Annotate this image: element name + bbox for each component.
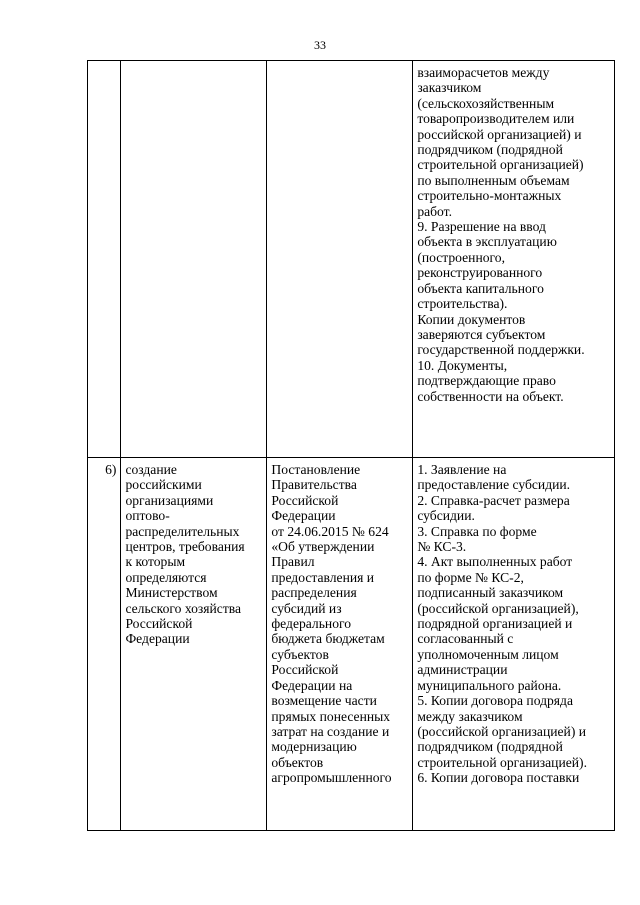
text-line: товаропроизводителем или [417,111,575,127]
regulation-cell [267,458,413,831]
text-line: 6. Копии договора поставки [417,770,580,786]
text-line: «Об утверждении [271,539,375,555]
text-line: Правил [271,554,315,570]
text-line: (построенного, [417,249,505,265]
text-line: 1. Заявление на [417,462,507,477]
text-line: прямых понесенных [271,708,391,724]
text-line: Правительства [271,477,357,493]
text-line: уполномоченным лицом [417,646,559,662]
text-line: создание [125,462,177,477]
text-line: определяются [125,569,207,585]
text-line: 2. Справка-расчет размера [417,492,570,508]
text-line: 3. Справка по форме [417,523,537,539]
text-line: Федерации на [271,677,353,693]
documents-cell [413,458,615,831]
text-line: реконструированного [417,265,543,281]
text-line: подписанный заказчиком [417,585,564,601]
text-line: строительно-монтажных [417,188,562,204]
text-line: возмещение части [271,693,377,709]
text-line: центров, требования [125,539,245,555]
text-line: 5. Копии договора подряда [417,693,574,709]
text-line: предоставление субсидии. [417,477,571,493]
text-line: 10. Документы, [417,357,508,373]
text-line: объектов [271,754,324,770]
page-number: 33 [314,38,326,52]
text-line: по выполненным объемам [417,172,570,188]
table-row [88,61,615,458]
text-line: Копии документов [417,311,526,327]
text-line: взаиморасчетов между [417,65,550,80]
activity-cell [121,458,267,831]
text-line: субсидий из [271,600,342,616]
text-line: подрядной организацией и [417,616,573,632]
text-line: распределения [271,585,357,601]
text-line: от 24.06.2015 № 624 [271,523,389,539]
text-line: муниципального района. [417,677,562,693]
text-line: между заказчиком [417,708,523,724]
text-line: строительной организацией) [417,157,584,173]
text-line: сельского хозяйства [125,600,242,616]
text-line: объекта капитального [417,280,544,296]
text-line: Федерации [271,508,336,524]
text-line: субъектов [271,646,329,662]
text-line: агропромышленного [271,770,392,786]
activity-cell [121,61,267,458]
text-line: согласованный с [417,631,514,647]
text-line: (российской организацией), [417,600,579,616]
text-line: модернизацию [271,739,357,755]
regulation-cell [267,61,413,458]
text-line: заказчиком [417,80,482,96]
text-line: (российской организацией) и [417,723,587,739]
text-line: строительной организацией). [417,754,587,770]
text-line: государственной поддержки. [417,342,585,358]
text-line: работ. [417,203,452,219]
text-line: Российской [271,492,339,508]
text-line: объекта в эксплуатацию [417,234,557,250]
text-line: подтверждающие право [417,373,556,389]
text-line: администрации [417,662,508,678]
text-line: Федерации [125,631,190,647]
text-line: организациями [125,492,214,508]
text-line: федерального [271,616,352,632]
text-line: к которым [125,554,186,570]
text-line: подрядчиком (подрядной [417,142,563,158]
row-number-cell [88,61,121,458]
text-line: российскими [125,477,202,493]
table-row [88,458,615,831]
text-line: 4. Акт выполненных работ [417,554,573,570]
text-line: распределительных [125,523,240,539]
text-line: (сельскохозяйственным [417,95,555,111]
text-line: субсидии. [417,508,475,524]
text-line: затрат на создание и [271,723,390,739]
text-line: подрядчиком (подрядной [417,739,563,755]
documents-cell [413,61,615,458]
text-line: Министерством [125,585,218,601]
text-line: бюджета бюджетам [271,631,385,647]
text-line: по форме № КС-2, [417,569,524,585]
text-line: Российской [271,662,339,678]
regulation-table [87,60,615,831]
text-line: Постановление [271,462,361,477]
text-line: российской организацией) и [417,126,582,142]
text-line: строительства). [417,296,508,312]
text-line: предоставления и [271,569,375,585]
text-line: собственности на объект. [417,388,564,404]
text-line: 9. Разрешение на ввод [417,219,546,235]
row-number-cell: 6) [88,458,121,831]
text-line: заверяются субъектом [417,326,546,342]
text-line: Российской [125,616,193,632]
text-line: № КС-3. [417,539,467,555]
text-line: оптово- [125,508,170,524]
